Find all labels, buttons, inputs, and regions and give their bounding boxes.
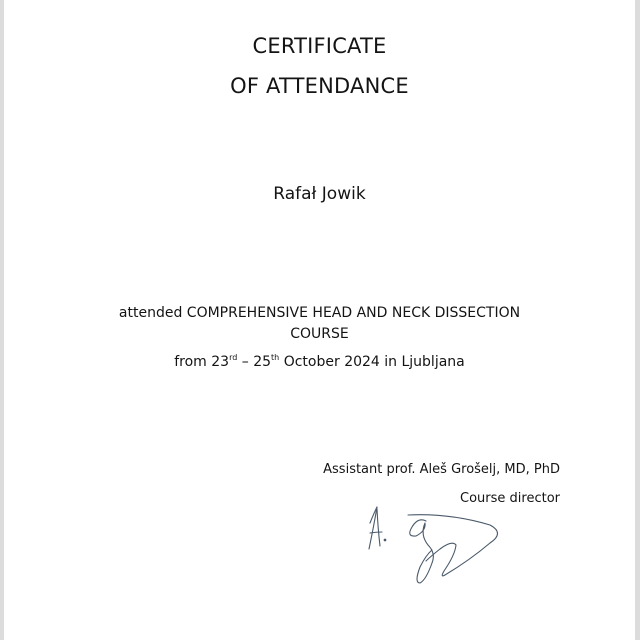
signer-role: Course director <box>460 491 560 506</box>
dates-separator: – 25 <box>237 354 272 370</box>
dates-prefix: from 23 <box>174 354 230 370</box>
certificate-title-line2: OF ATTENDANCE <box>230 74 409 98</box>
dates-end-suffix: th <box>271 353 280 362</box>
dates-rest: October 2024 in Ljubljana <box>279 354 465 370</box>
signature-icon <box>340 505 520 595</box>
dates-start-suffix: rd <box>229 353 238 362</box>
course-dates <box>4 355 635 369</box>
signer-name: Assistant prof. Aleš Grošelj, MD, PhD <box>323 462 560 477</box>
recipient-name: Rafał Jowik <box>273 184 366 204</box>
certificate-title-line1: CERTIFICATE <box>252 34 387 58</box>
attended-course-text: attended COMPREHENSIVE HEAD AND NECK DISSECTION COURSE <box>118 305 521 342</box>
certificate-page <box>4 0 635 640</box>
